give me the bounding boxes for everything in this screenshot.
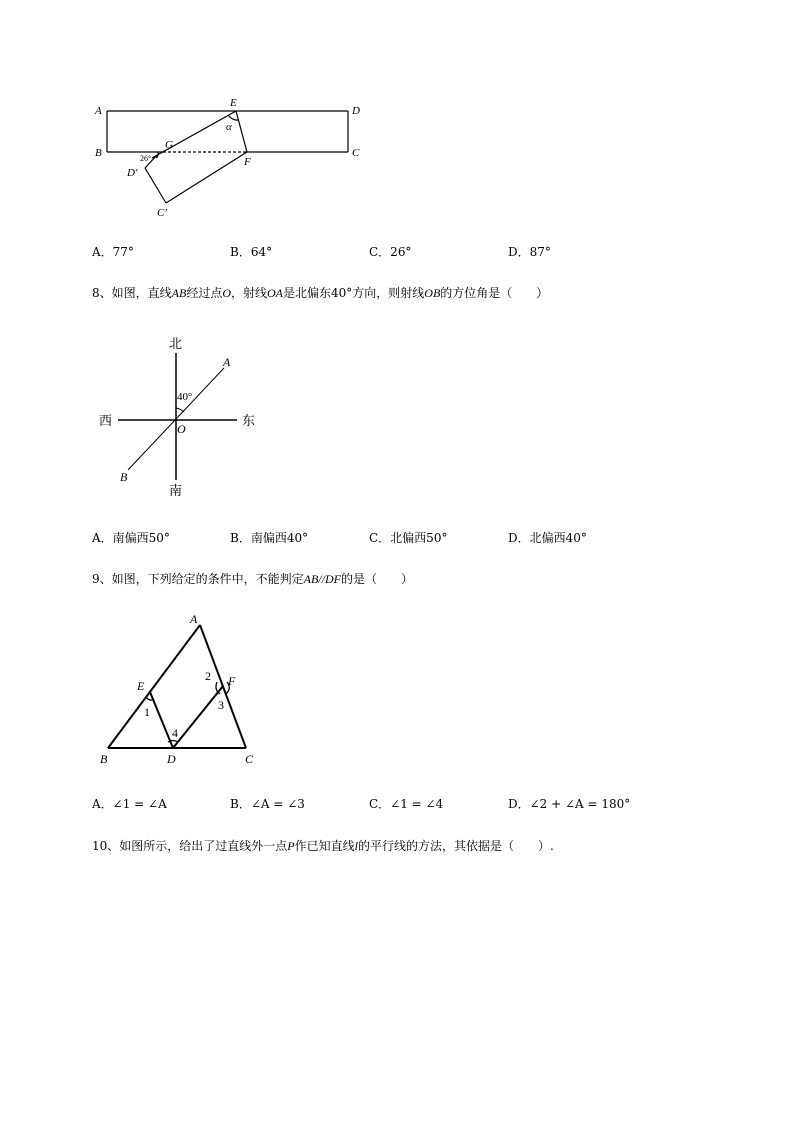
q9-label-C: C (245, 752, 254, 766)
q7-label-F: F (244, 156, 251, 168)
q8-label-A: A (223, 355, 231, 369)
q7-option-b: B．64° (230, 245, 273, 259)
q8-stem-part: 8、如图，直线 (92, 286, 172, 300)
q8-option-d: D．北偏西40° (508, 531, 587, 545)
q8-label-east: 东 (242, 414, 256, 429)
q10-stem (92, 837, 554, 854)
q8-label-north: 北 (169, 337, 183, 352)
q9-option-d: D．∠2 + ∠A = 180° (508, 797, 631, 811)
q9-line-DF (173, 686, 223, 748)
q7-label-D: D (352, 105, 360, 117)
q7-line-EF (236, 111, 247, 152)
q7-label-alpha: α (226, 121, 232, 133)
q8-stem-part: 经过点 (186, 286, 223, 300)
q7-option-c: C．26° (369, 245, 412, 259)
q10-stem-p: P (287, 839, 295, 853)
q8-stem-o: O (222, 286, 231, 300)
q9-angle4-arc (168, 741, 178, 743)
q8-label-west: 西 (99, 414, 113, 429)
q9-stem-part: 9、如图，下列给定的条件中，不能判定 (92, 572, 304, 586)
q7-label-C: C (352, 147, 360, 159)
q9-label-A: A (190, 612, 198, 626)
q7-label-E: E (230, 97, 237, 109)
q9-label-F: F (228, 674, 236, 688)
q8-stem-oa: OA (267, 286, 284, 300)
q7-line-CpF (166, 152, 247, 203)
q7-label-26: 26° (140, 154, 152, 163)
q10-stem-part: 10、如图所示，给出了过直线外一点 (92, 839, 288, 853)
q8-label-south: 南 (169, 484, 183, 499)
q7-figure (85, 90, 375, 225)
q7-option-d: D．87° (508, 245, 551, 259)
q9-label-D: D (167, 752, 176, 766)
q8-stem (92, 284, 548, 301)
q9-label-4: 4 (172, 726, 178, 740)
q9-label-1: 1 (144, 705, 150, 719)
q7-option-a: A．77° (92, 245, 134, 259)
q10-stem-part: 作已知直线 (294, 839, 355, 853)
q10-stem-part: 的平行线的方法，其依据是（ ）. (357, 839, 554, 853)
q9-option-c: C．∠1 = ∠4 (369, 797, 444, 811)
q8-option-b: B．南偏西40° (230, 531, 309, 545)
q9-stem (92, 570, 413, 587)
q8-option-a: A．南偏西50° (92, 531, 170, 545)
q7-label-Dp: D′ (127, 167, 138, 179)
q7-line-DpCp (145, 168, 166, 203)
q9-option-a: A．∠1 = ∠A (92, 797, 167, 811)
q7-label-A: A (95, 105, 102, 117)
q9-label-3: 3 (218, 698, 224, 712)
q8-stem-ob: OB (424, 286, 441, 300)
q9-line-ED (150, 692, 173, 748)
q9-line-AB (108, 625, 200, 748)
q7-label-G: G (165, 139, 173, 151)
q9-angle2-arc (216, 682, 220, 694)
q8-stem-part: ，射线 (231, 286, 268, 300)
q7-label-B: B (95, 147, 102, 159)
q8-stem-ab: AB (171, 286, 187, 300)
q8-40-arc (176, 408, 184, 412)
q8-stem-part: 的方位角是（ ） (440, 286, 549, 300)
q9-label-E: E (137, 679, 145, 693)
q7-label-Cp: C′ (157, 207, 167, 219)
q8-stem-part: 是北偏东40°方向，则射线 (283, 286, 425, 300)
q8-label-O: O (177, 422, 186, 436)
q8-label-40: 40° (177, 391, 193, 403)
q9-label-B: B (100, 752, 108, 766)
q8-label-B: B (120, 470, 128, 484)
q10-stem-l: l (354, 839, 358, 853)
q9-stem-part: 的是（ ） (340, 572, 413, 586)
q9-figure (95, 608, 265, 768)
q8-figure (95, 330, 265, 500)
q9-label-2: 2 (205, 669, 211, 683)
q8-option-c: C．北偏西50° (369, 531, 448, 545)
q9-stem-abdf: AB//DF (303, 572, 341, 586)
q9-option-b: B．∠A = ∠3 (230, 797, 305, 811)
